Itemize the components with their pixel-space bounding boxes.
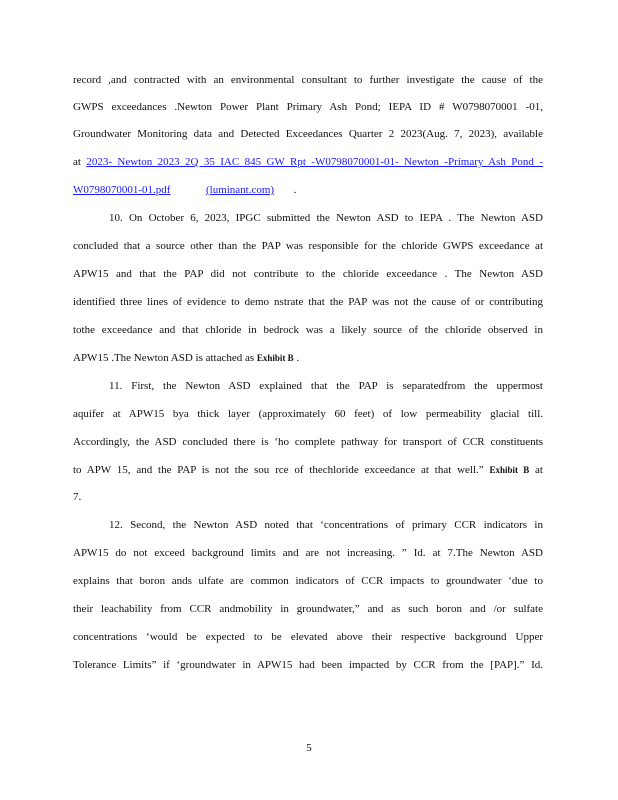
text-fragment: to APW 15, and the PAP is not the sou rce of thechloride exceedance at that well.” [73, 464, 490, 476]
text-line: concentrations ‘would be expected to be elevated above their respective background Upper [73, 631, 543, 643]
text-line: record ,and contracted with an environmental consultant to further investigate the cause of the [73, 74, 543, 86]
text-line [73, 351, 543, 365]
text-line-with-link [73, 155, 543, 169]
text-line: tothe exceedance and that chloride in bedrock was a likely source of the chloride observed in [73, 324, 543, 336]
text-fragment: at [73, 156, 87, 168]
luminant-link[interactable]: (luminant.com) [205, 184, 275, 196]
text-line: Tolerance Limits” if ‘groundwater in APW15 had been impacted by CCR from the [PAP].” Id. [73, 659, 543, 671]
exhibit-b-reference: Exhibit B [489, 465, 530, 475]
text-line: Groundwater Monitoring data and Detected Exceedances Quarter 2 2023(Aug. 7, 2023), available [73, 128, 543, 140]
text-line: APW15 do not exceed background limits and are not increasing. ” Id. at 7.The Newton ASD [73, 547, 543, 559]
text-fragment: . [293, 352, 300, 364]
text-line: Accordingly, the ASD concluded there is ‘ho complete pathway for transport of CCR constituents [73, 436, 543, 448]
text-line [73, 463, 543, 477]
text-line-with-link [73, 183, 543, 197]
text-fragment: at [529, 464, 543, 476]
text-line: 7. [73, 491, 82, 503]
text-line: GWPS exceedances .Newton Power Plant Primary Ash Pond; IEPA ID # W0798070001 -01, [73, 101, 543, 113]
paragraph-12-start: 12. Second, the Newton ASD noted that ‘concentrations of primary CCR indicators in [109, 519, 543, 531]
text-line: identified three lines of evidence to demo nstrate that the PAP was not the cause of or contributing [73, 296, 543, 308]
report-link-filename[interactable]: W0798070001-01.pdf [73, 184, 171, 196]
paragraph-11-start: 11. First, the Newton ASD explained that the PAP is separatedfrom the uppermost [109, 380, 543, 392]
text-fragment: APW15 .The Newton ASD is attached as [73, 352, 257, 364]
text-line: concluded that a source other than the PAP was responsible for the chloride GWPS exceedance at [73, 240, 543, 252]
text-line: aquifer at APW15 bya thick layer (approximately 60 feet) of low permeability glacial till. [73, 408, 543, 420]
paragraph-10-start: 10. On October 6, 2023, IPGC submitted the Newton ASD to IEPA . The Newton ASD [109, 212, 543, 224]
text-line: their leachability from CCR andmobility in groundwater,” and as such boron and /or sulfate [73, 603, 543, 615]
page-number: 5 [306, 742, 312, 754]
text-fragment: . [293, 184, 297, 196]
text-line: APW15 and that the PAP did not contribute to the chloride exceedance . The Newton ASD [73, 268, 543, 280]
exhibit-b-reference: Exhibit B [256, 353, 294, 363]
text-line: explains that boron ands ulfate are common indicators of CCR impacts to groundwater ‘due to [73, 575, 543, 587]
report-link[interactable]: 2023- Newton 2023 2Q 35 IAC 845 GW Rpt -W0798070001-01- Newton -Primary Ash Pond - [86, 156, 543, 168]
